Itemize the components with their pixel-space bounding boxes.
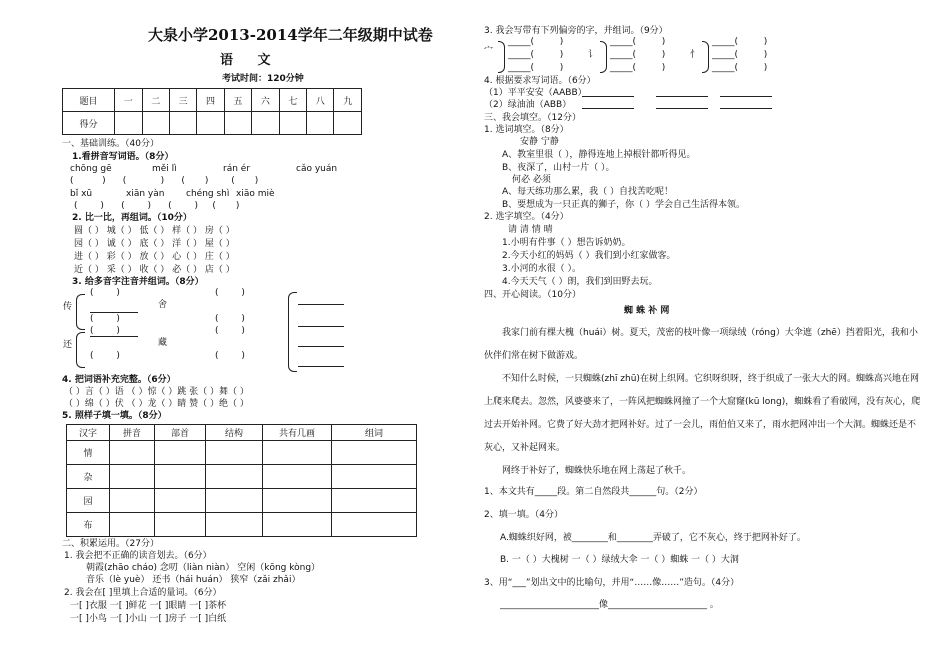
q2-2-heading: 2. 我会在[ ]里填上合适的量词。（6分） (64, 588, 222, 598)
story-paragraph: 不知什么时候，一只蜘蛛(zhī zhū)在树上织网。它织呀织呀，终于织成了一张大大的网。蜘蛛高兴地在网上爬来爬去。忽然，风婆婆来了，一阵风把蜘蛛网撞了一个大窟窿(kū long)，蜘蛛看了看破网，没有灰心，爬过去开始补网。它费了好大劲才把网补好。过了一会儿，雨伯伯又来了，雨水把网冲出一个大洞。蜘蛛还是不灰心，又补起网来。 (484, 374, 921, 453)
table-cell[interactable] (263, 441, 332, 465)
radical: 讠 (588, 50, 598, 60)
table-cell[interactable] (206, 513, 263, 537)
table-cell[interactable] (155, 441, 206, 465)
score-header-cell: 四 (197, 89, 224, 112)
char-choices: 请 清 情 晴 (508, 225, 553, 235)
idiom-row[interactable]: （ ）绵（ ）伏 （ ）龙（ ）睛 赞（ ）绝（ ） (64, 399, 249, 409)
pinyin: rán ér (223, 164, 251, 174)
radical-blank[interactable]: _____( ) (712, 63, 768, 73)
score-cell[interactable] (169, 112, 196, 135)
radical-blank[interactable]: _____( ) (610, 37, 666, 47)
table-cell[interactable] (263, 465, 332, 489)
reading-q2b[interactable]: B. 一（ ）大槐树 一（ ）绿绒大伞 一（ ）蜘蛛 一（ ）大洞 (500, 555, 739, 565)
fill-sentence[interactable]: B、夜深了，山村一片（ ）。 (502, 163, 615, 173)
table-cell[interactable] (263, 489, 332, 513)
compare-row[interactable]: 圆（ ） 城（ ） 低（ ） 样（ ） 房（ ） (74, 226, 235, 236)
fill-sentence[interactable]: 3.小河的水很（ ）。 (502, 264, 581, 274)
reading-row[interactable]: 音乐（lè yuè） 还书（hái huán） 狭窄（zǎi zhǎi） (86, 575, 301, 585)
table-cell[interactable] (206, 465, 263, 489)
table-cell[interactable] (110, 513, 155, 537)
section-3-heading: 三、我会填空。（12分） (484, 113, 581, 123)
brace-left (288, 292, 297, 372)
pinyin: cǎo yuán (296, 164, 338, 174)
example-table (66, 424, 417, 537)
pinyin-blank[interactable]: ( ) (215, 351, 245, 361)
table-cell[interactable] (263, 513, 332, 537)
quantity-row[interactable]: 一[ ]小鸟 一[ ]小山 一[ ]房子 一[ ]白纸 (70, 614, 227, 624)
table-cell[interactable] (110, 489, 155, 513)
story-paragraph: 我家门前有棵大槐（huái）树。夏天，茂密的枝叶像一项绿绒（róng）大伞遮（zhē）挡着阳光，我和小伙伴们常在树下做游戏。 (484, 328, 918, 361)
reading-row[interactable]: 朝霞(zhāo cháo) 念叨（liàn niàn） 空闲（kōng kòng） (86, 563, 321, 573)
score-cell[interactable] (334, 112, 362, 135)
table-char: 杂 (67, 465, 110, 489)
section-4-heading: 四、开心阅读。（10分） (484, 290, 581, 300)
exam-title: 大泉小学2013-2014学年二年级期中试卷 (148, 26, 433, 44)
table-char: 情 (67, 441, 110, 465)
word-line[interactable] (298, 366, 344, 367)
word-choices: 何必 必须 (512, 175, 551, 185)
table-char: 园 (67, 489, 110, 513)
score-cell[interactable] (142, 112, 169, 135)
subject-label: 语 文 (220, 53, 281, 68)
pinyin: xiān yàn (126, 189, 165, 199)
word-line[interactable] (90, 312, 138, 313)
table-header: 汉字 (67, 425, 110, 441)
score-header-cell: 九 (334, 89, 362, 112)
story-title: 蜘 蛛 补 网 (624, 306, 670, 316)
fill-sentence[interactable]: 2.今天小红的妈妈（ ）我们到小红家做客。 (502, 251, 676, 261)
table-char: 布 (67, 513, 110, 537)
answer-line[interactable] (720, 108, 772, 109)
compare-row[interactable]: 近（ ） 采（ ） 收（ ） 必（ ） 店（ ） (74, 265, 235, 275)
q1-1-heading: 1.看拼音写词语。（8分） (72, 152, 174, 162)
score-table (62, 88, 362, 135)
score-cell[interactable] (279, 112, 306, 135)
radical-blank[interactable]: _____( ) (508, 50, 564, 60)
table-cell[interactable] (332, 465, 417, 489)
fill-sentence[interactable]: 1.小明有件事（ ）想告诉奶奶。 (502, 238, 631, 248)
answer-line[interactable] (656, 96, 708, 97)
q1-2-heading: 2. 比一比，再组词。（10分） (72, 213, 192, 223)
radical-blank[interactable]: _____( ) (712, 50, 768, 60)
score-header-cell: 二 (142, 89, 169, 112)
table-cell[interactable] (206, 441, 263, 465)
idiom-row[interactable]: （ ）言（ ）语 （ ）惊（ ）跳 张（ ）舞（ ） (64, 387, 249, 397)
fill-sentence[interactable]: B、要想成为一只正真的狮子，你（ ）学会自己生活得本领。 (502, 200, 746, 210)
table-header: 部首 (155, 425, 206, 441)
radical-blank[interactable]: _____( ) (508, 63, 564, 73)
score-header-cell: 六 (252, 89, 279, 112)
table-cell[interactable] (110, 465, 155, 489)
table-cell[interactable] (110, 441, 155, 465)
answer-line[interactable] (582, 108, 634, 109)
pinyin: chéng shì (186, 189, 230, 199)
brace-right (600, 41, 607, 73)
radical-blank[interactable]: _____( ) (508, 37, 564, 47)
q4-1: （1）平平安安（AABB） (484, 88, 587, 98)
polyphone-char: 舍 (158, 300, 168, 310)
pinyin-blank[interactable]: ( ) (90, 288, 120, 298)
score-cell[interactable] (307, 112, 334, 135)
pinyin-blank[interactable]: ( ) (215, 326, 245, 336)
table-header: 结构 (206, 425, 263, 441)
score-row-label: 得分 (63, 112, 115, 135)
brace-left (76, 332, 85, 368)
score-header-cell: 题目 (63, 89, 115, 112)
q4-heading: 4. 根据要求写词语。（6分） (484, 76, 596, 86)
table-cell[interactable] (155, 489, 206, 513)
table-cell[interactable] (155, 513, 206, 537)
polyphone-char: 还 (63, 340, 73, 350)
compare-row[interactable]: 园（ ） 诚（ ） 底（ ） 洋（ ） 屋（ ） (74, 239, 235, 249)
score-header-cell: 一 (115, 89, 142, 112)
score-header-cell: 八 (307, 89, 334, 112)
q3-1-heading: 1. 选词填空。（8分） (484, 125, 569, 135)
polyphone-char: 传 (63, 302, 73, 312)
q2-1-heading: 1. 我会把不正确的读音划去。（6分） (64, 551, 212, 561)
q1-4-heading: 4. 把词语补充完整。（6分） (62, 375, 176, 385)
word-line[interactable] (298, 346, 344, 347)
radical: 宀 (484, 46, 494, 56)
pinyin-blank[interactable]: ( ) (90, 351, 120, 361)
table-header: 拼音 (110, 425, 155, 441)
quantity-row[interactable]: 一[ ]衣服 一[ ]鲜花 一[ ]眼睛 一[ ]茶杯 (70, 601, 227, 611)
table-cell[interactable] (332, 513, 417, 537)
brace-right (498, 41, 505, 73)
reading-q1[interactable]: 1、本文共有_____段。第二自然段共______句。（2分） (484, 487, 703, 497)
answer-line[interactable] (582, 96, 634, 97)
fill-sentence[interactable]: A、每天练功那么累，我（ ）自找苦吃呢！ (502, 187, 674, 197)
q1-5-heading: 5. 照样子填一填。（8分） (62, 411, 167, 421)
table-cell[interactable] (155, 465, 206, 489)
score-header-cell: 三 (169, 89, 196, 112)
answer-blanks[interactable]: ( ) ( ) ( ) ( ) (70, 176, 259, 186)
compare-row[interactable]: 进（ ） 彩（ ） 放（ ） 心（ ） 庄（ ） (74, 252, 235, 262)
q3-heading: 3. 我会写带有下列偏旁的字，并组词。（9分） (484, 26, 668, 36)
pinyin: bǐ xū (70, 189, 93, 199)
answer-line[interactable] (656, 108, 708, 109)
score-cell[interactable] (115, 112, 142, 135)
radical-blank[interactable]: _____( ) (712, 37, 768, 47)
brace-left (76, 294, 85, 330)
table-cell[interactable] (332, 441, 417, 465)
q1-3-heading: 3. 给多音字注音并组词。（8分） (72, 277, 204, 287)
table-cell[interactable] (332, 489, 417, 513)
reading-q2: 2、填一填。（4分） (484, 510, 563, 520)
table-header: 共有几画 (263, 425, 332, 441)
score-header-cell: 七 (279, 89, 306, 112)
polyphone-char: 藏 (158, 338, 168, 348)
pinyin: měi lì (152, 164, 177, 174)
story-paragraph: 网终于补好了，蜘蛛快乐地在网上荡起了秋千。 (502, 466, 692, 476)
score-cell[interactable] (197, 112, 224, 135)
fill-sentence[interactable]: A、教室里很（ ），静得连地上掉根针都听得见。 (502, 150, 696, 160)
exam-time: 考试时间：120分钟 (222, 74, 304, 84)
radical-blank[interactable]: _____( ) (610, 50, 666, 60)
pinyin-blank[interactable]: ( ) (215, 314, 245, 324)
answer-blanks[interactable]: ( ) ( ) ( ) ( ) (74, 201, 240, 211)
section-2-heading: 二、积累运用。（27分） (62, 539, 159, 549)
pinyin-blank[interactable]: ( ) (90, 326, 120, 336)
q4-2: （2）绿油油（ABB） (484, 100, 572, 110)
fill-sentence[interactable]: 4.今天天气（ ）朗，我们到田野去玩。 (502, 277, 658, 287)
word-line[interactable] (298, 304, 344, 305)
reading-q3-answer[interactable]: ______________________像______________________ 。 (500, 600, 719, 610)
score-cell[interactable] (252, 112, 279, 135)
section-1-heading: 一、基础训练。（40分） (62, 139, 159, 149)
table-cell[interactable] (206, 489, 263, 513)
radical-blank[interactable]: _____( ) (610, 63, 666, 73)
word-choices: 安静 宁静 (520, 137, 559, 147)
table-header: 组词 (332, 425, 417, 441)
score-header-cell: 五 (224, 89, 251, 112)
pinyin-blank[interactable]: ( ) (90, 314, 120, 324)
pinyin-blank[interactable]: ( ) (215, 288, 245, 298)
reading-q2a[interactable]: A.蜘蛛织好网，被________和________弄破了，它不灰心，终于把网补好了。 (500, 533, 806, 543)
answer-line[interactable] (720, 96, 772, 97)
word-line[interactable] (298, 326, 344, 327)
brace-right (702, 41, 709, 73)
reading-q3: 3、用“___”划出文中的比喻句，并用“……像……”造句。（4分） (484, 578, 740, 588)
pinyin: chōng gē (70, 164, 112, 174)
pinyin: xiāo miè (236, 189, 275, 199)
radical: 忄 (690, 50, 700, 60)
q3-2-heading: 2. 选字填空。（4分） (484, 212, 569, 222)
score-cell[interactable] (224, 112, 251, 135)
